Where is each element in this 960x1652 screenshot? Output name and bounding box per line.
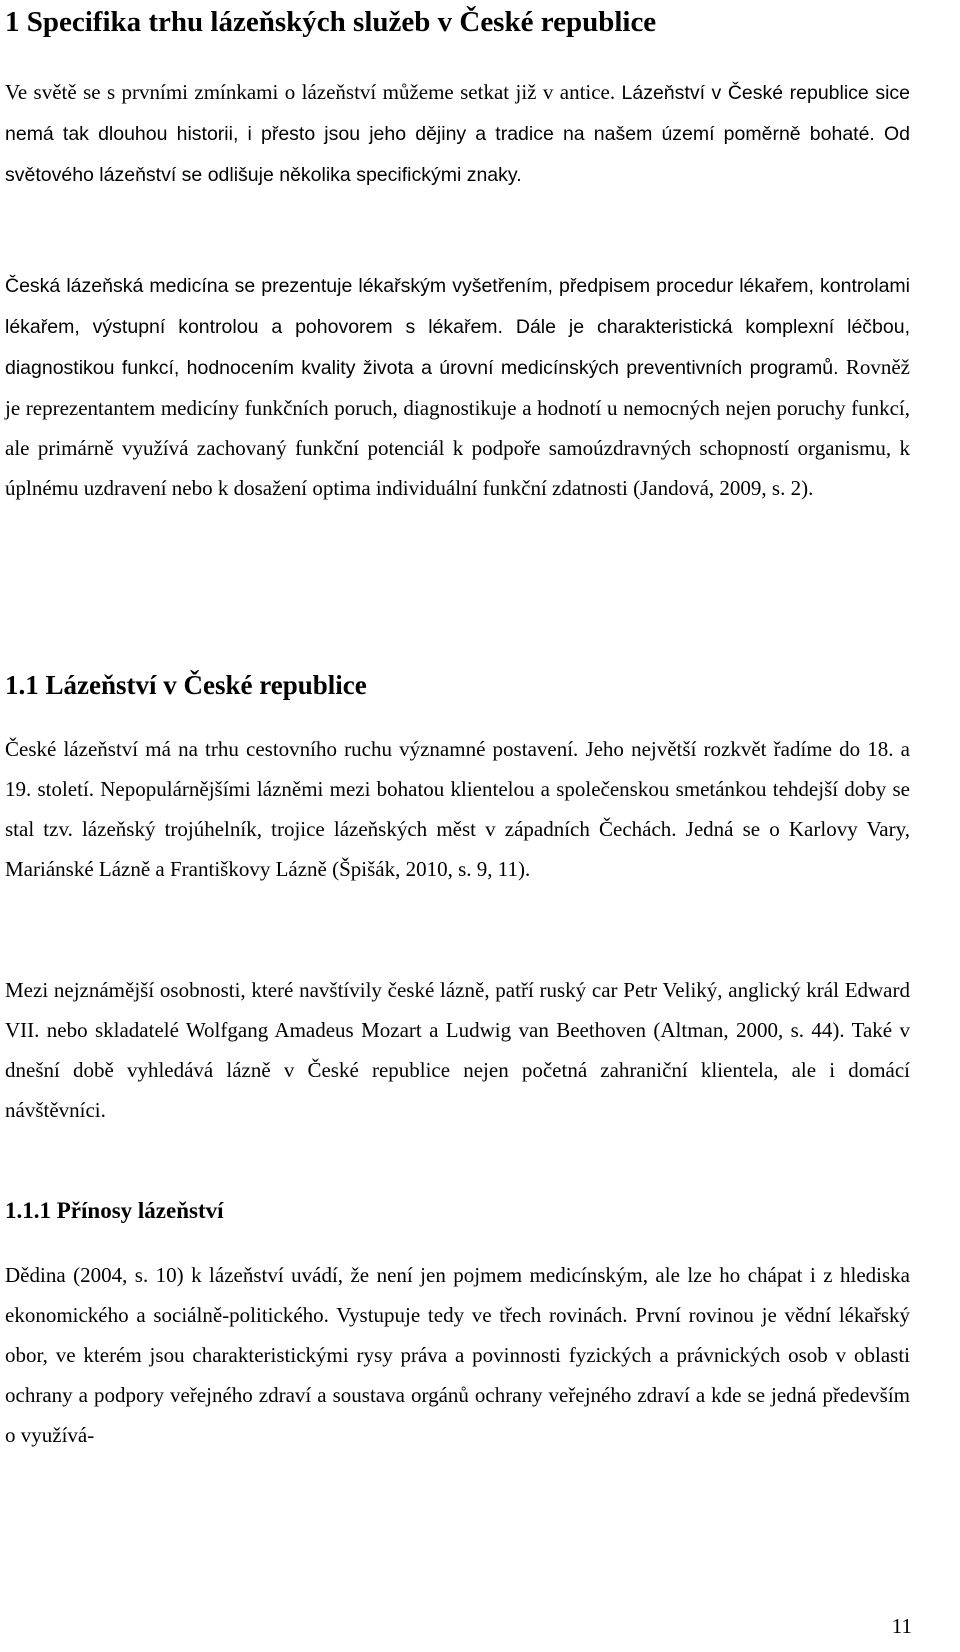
intro-sentence-3: Od světového lázeňství se odlišuje několika specifickými znaky. [5,123,910,186]
medicine-sentence-2: Dále je charakteristická komplexní léčbou, diagnostikou funkcí, hodnocením kvality života a úrovní medicínských preventivních programů. [5,316,910,379]
medicine-sentence-3: Rovněž je reprezentantem medicíny funkčních poruch, diagnostikuje a hodnotí u nemocných nejen poruchy funkcí, ale primárně využívá zachovaný funkční potenciál k podpoře samoúzdravných schopností organismu, k úplnému uzdravení nebo k dosažení optima individuální funkční zdatnosti (Jandová, 2009, s. 2). [5,355,910,500]
page-number: 11 [891,1614,912,1638]
medicine-sentence-1: Česká lázeňská medicína se prezentuje lékařským vyšetřením, předpisem procedur lékařem, kontrolami lékařem, výstupní kontrolou a pohovorem s lékařem. [5,275,910,338]
chapter-heading: 1 Specifika trhu lázeňských služeb v České republice [5,6,657,38]
subsection-paragraph: Dědina (2004, s. 10) k lázeňství uvádí, že není jen pojmem medicínským, ale lze ho chápat i z hlediska ekonomického a sociálně-politického. Vystupuje tedy ve třech rovinách. První rovinou je vědní lékařský obor, ve kterém jsou charakteristickými rysy práva a povinnosti fyzických a právnických osob v oblasti ochrany a podpory veřejného zdraví a soustava orgánů ochrany veřejného zdraví a kde se jedná především o využívá- [5,1263,910,1447]
medicine-paragraph [5,265,910,508]
section-paragraph-1: České lázeňství má na trhu cestovního ruchu významné postavení. Jeho největší rozkvět řadíme do 18. a 19. století. Nepopulárnějšími lázněmi mezi bohatou klientelou a společenskou smetánkou tehdejší doby se stal tzv. lázeňský trojúhelník, trojice lázeňských měst v západních Čechách. Jedná se o Karlovy Vary, Mariánské Lázně a Františkovy Lázně (Špišák, 2010, s. 9, 11). [5,737,910,881]
intro-sentence-2: Lázeňství v České republice sice nemá tak dlouhou historii, i přesto jsou jeho dějiny a tradice na našem území poměrně bohaté. [5,82,911,145]
section-paragraph-2: Mezi nejznámější osobnosti, které navštívily české lázně, patří ruský car Petr Veliký, anglický král Edward VII. nebo skladatelé Wolfgang Amadeus Mozart a Ludwig van Beethoven (Altman, 2000, s. 44). Také v dnešní době vyhledává lázně v České republice nejen početná zahraniční klientela, ale i domácí návštěvníci. [5,978,910,1122]
intro-paragraph [5,72,910,195]
subsection-heading: 1.1.1 Přínosy lázeňství [5,1198,224,1223]
intro-sentence-1: Ve světě se s prvními zmínkami o lázeňství můžeme setkat již v antice. [5,80,622,104]
section-heading: 1.1 Lázeňství v České republice [5,670,367,700]
